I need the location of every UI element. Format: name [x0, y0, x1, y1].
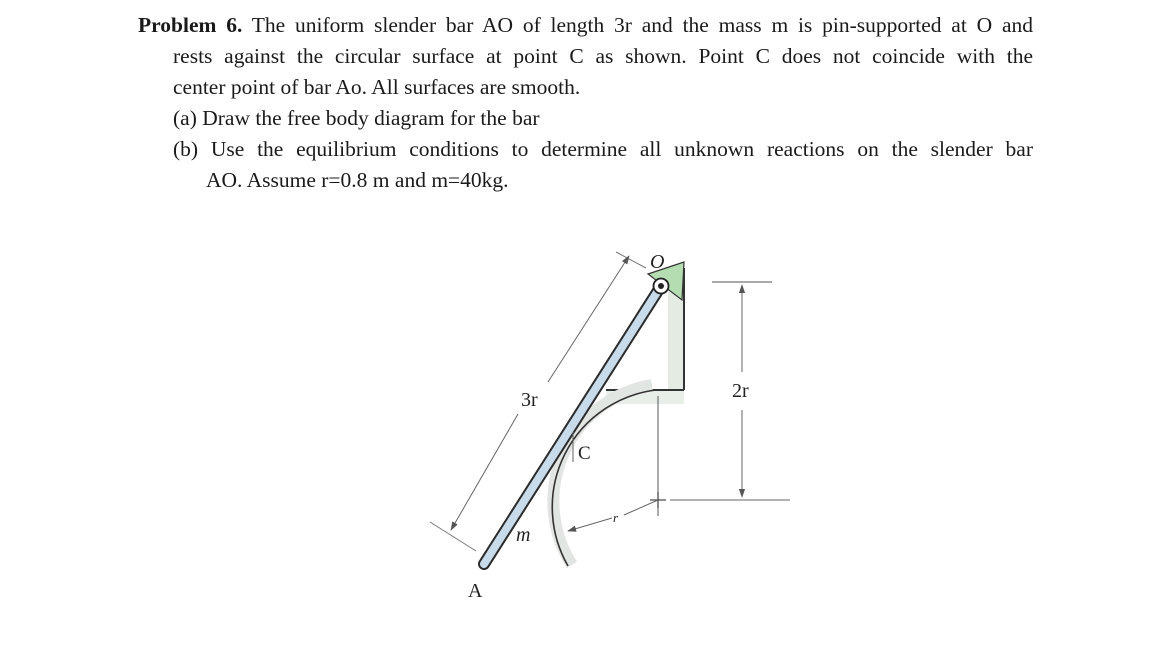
part-a: (a) Draw the free body diagram for the bar — [173, 106, 540, 130]
part-b-line-1: (b) Use the equilibrium conditions to determine all unknown reactions on the slender bar — [173, 137, 1033, 161]
pin-icon — [654, 279, 669, 294]
label-3r: 3r — [521, 389, 538, 411]
slender-bar — [484, 286, 661, 564]
label-a: A — [468, 580, 483, 602]
label-2r: 2r — [732, 380, 749, 402]
label-c: C — [578, 443, 591, 464]
label-r: r — [613, 510, 619, 525]
problem-line-3: center point of bar Ao. All surfaces are smooth. — [173, 75, 581, 99]
center-reference-lines — [650, 396, 790, 516]
circular-surface — [552, 385, 656, 566]
problem-line-1: Problem 6. The uniform slender bar AO of length 3r and the mass m is pin-supported at O and — [138, 13, 1033, 37]
part-b-line-2: AO. Assume r=0.8 m and m=40kg. — [206, 168, 509, 192]
problem-heading: Problem 6. — [138, 13, 243, 37]
label-o: O — [650, 251, 665, 273]
label-m: m — [516, 524, 531, 546]
problem-line-2: rests against the circular surface at point C as shown. Point C does not coincide with the — [173, 44, 1033, 68]
